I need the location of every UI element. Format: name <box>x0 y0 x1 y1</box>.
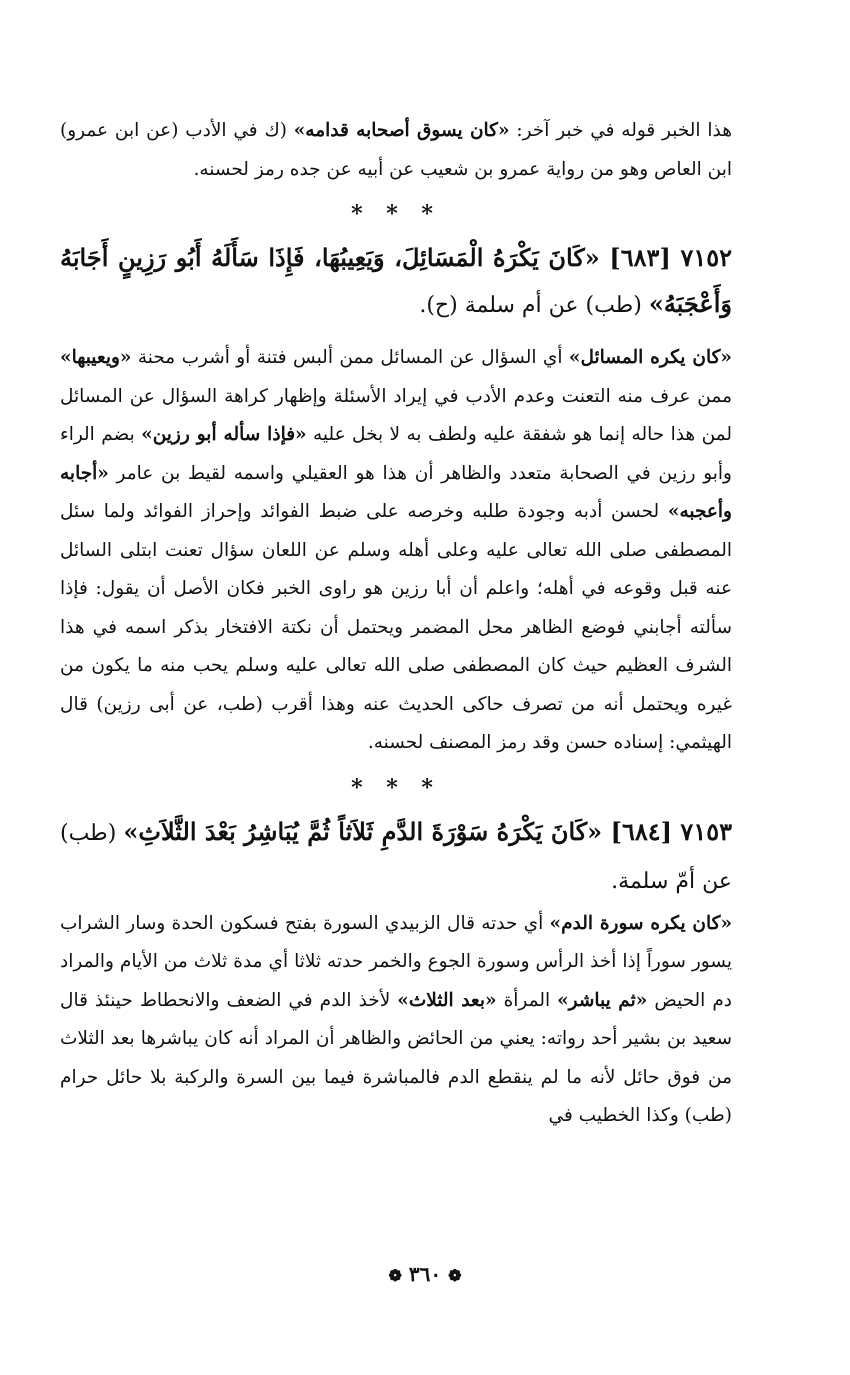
hadith-7153-text: «كَانَ يَكْرَهُ سَوْرَةَ الدَّمِ ثَلاَثاً ثُمَّ يُبَاشِرُ بَعْدَ الثَّلاَثِ» <box>123 816 611 846</box>
hadith-7152-text: «كَانَ يَكْرَهُ الْمَسَائِلَ، وَيَعِيبُهَا، فَإِذَا سَأَلَهُ أَبُو رَزِينٍ أَجَابَهُ وَأَعْجَبَهُ» <box>60 243 732 318</box>
section-divider-2: * * * <box>351 774 441 801</box>
hadith-7152-source: (طب) عن أم سلمة (ح). <box>419 293 649 318</box>
c7152-quote-1: «كان يكره المسائل» <box>568 347 732 368</box>
c7152-quote-4: «أجابه وأعجبه» <box>60 462 732 522</box>
hadith-7153-number: ٧١٥٣ [٦٨٤] <box>610 816 732 846</box>
c7153-quote-2: «ثم يباشر» <box>557 989 648 1011</box>
c7152-text-2: ممن عرف منه التعنت وعدم الأدب في إيراد الأسئلة وإظهار كراهة السؤال عن المسائل لمن هذا حاله إنما هو شفقة عليه ولطف به لا بخل عليه <box>60 385 732 445</box>
hadith-7152 <box>60 235 732 329</box>
c7153-quote-3: «بعد الثلاث» <box>397 989 497 1011</box>
hadith-7153-source: (طب) عن أمّ سلمة. <box>60 820 732 894</box>
c7153-quote-1: «كان يكره سورة الدم» <box>549 912 733 934</box>
ornament-left-icon: ❁ <box>448 1266 462 1285</box>
page-number: ٣٦٠ <box>408 1262 442 1286</box>
c7153-text-2: المرأة <box>496 989 558 1011</box>
page-footer <box>0 1262 850 1286</box>
intro-paragraph <box>60 112 732 189</box>
ornament-right-icon: ❁ <box>388 1266 402 1285</box>
c7152-text-3: بضم الراء وأبو رزين في الصحابة متعدد والظاهر أن هذا هو العقيلي واسمه لقيط بن عامر <box>60 424 732 484</box>
intro-text-2: (ك في الأدب (عن ابن عمرو) ابن العاص وهو من رواية عمرو بن شعيب عن أبيه عن جده رمز لحسنه. <box>60 120 732 180</box>
hadith-7153 <box>60 809 732 905</box>
hadith-7152-number: ٧١٥٢ [٦٨٣] <box>609 243 732 272</box>
commentary-7153 <box>60 905 732 1136</box>
c7152-text-1: أي السؤال عن المسائل ممن ألبس فتنة أو أشرب محنة <box>131 347 569 368</box>
commentary-7152 <box>60 339 732 763</box>
c7153-text-3: لأخذ الدم في الضعف والانحطاط حينئذ قال سعيد بن بشير أحد رواته: يعني من الحائض والظاهر أن المراد أنه كان يباشرها بعد الثلاث من فوق حائل لأنه ما لم ينقطع الدم فالمباشرة فيما بين السرة والركبة بلا حائل حرام (طب) وكذا الخطيب في <box>60 989 732 1126</box>
c7152-quote-3: «فإذا سأله أبو رزين» <box>141 424 307 445</box>
c7152-quote-2: «ويعيبها» <box>60 347 132 368</box>
section-divider: * * * <box>351 201 441 227</box>
intro-quote: «كان يسوق أصحابه قدامه» <box>293 120 510 141</box>
intro-text-1: هذا الخبر قوله في خبر آخر: <box>509 120 732 141</box>
c7153-text-1: أي حدته قال الزبيدي السورة بفتح فسكون الحدة وسار الشراب يسور سوراً إذا أخذ الرأس وسورة الجوع والخمر حدته ثلاثا أي مدة ثلاث من الأيام والمراد دم الحيض <box>60 912 733 1011</box>
c7152-text-4: لحسن أدبه وجودة طلبه وخرصه على ضبط الفوائد وإحراز الفوائد ولما سئل المصطفى صلى الله تعالى عليه وعلى أهله وسلم عن اللعان سؤال تعنت ابتلى السائل عنه قبل وقوعه في أهله؛ واعلم أن أبا رزين هو راوى الخبر فكان الأصل أن يقول: فإذا سألته أجابني فوضع الظاهر محل المضمر ويحتمل أن نكتة الافتخار بذكر اسمه في هذا الشرف العظيم حيث كان المصطفى صلى الله تعالى عليه وسلم يحب منه ما يكون من غيره ويحتمل أنه من تصرف حاكى الحديث عنه وهذا أقرب (طب، عن أبى رزين) قال الهيثمي: إسناده حسن وقد رمز المصنف لحسنه. <box>60 501 732 753</box>
